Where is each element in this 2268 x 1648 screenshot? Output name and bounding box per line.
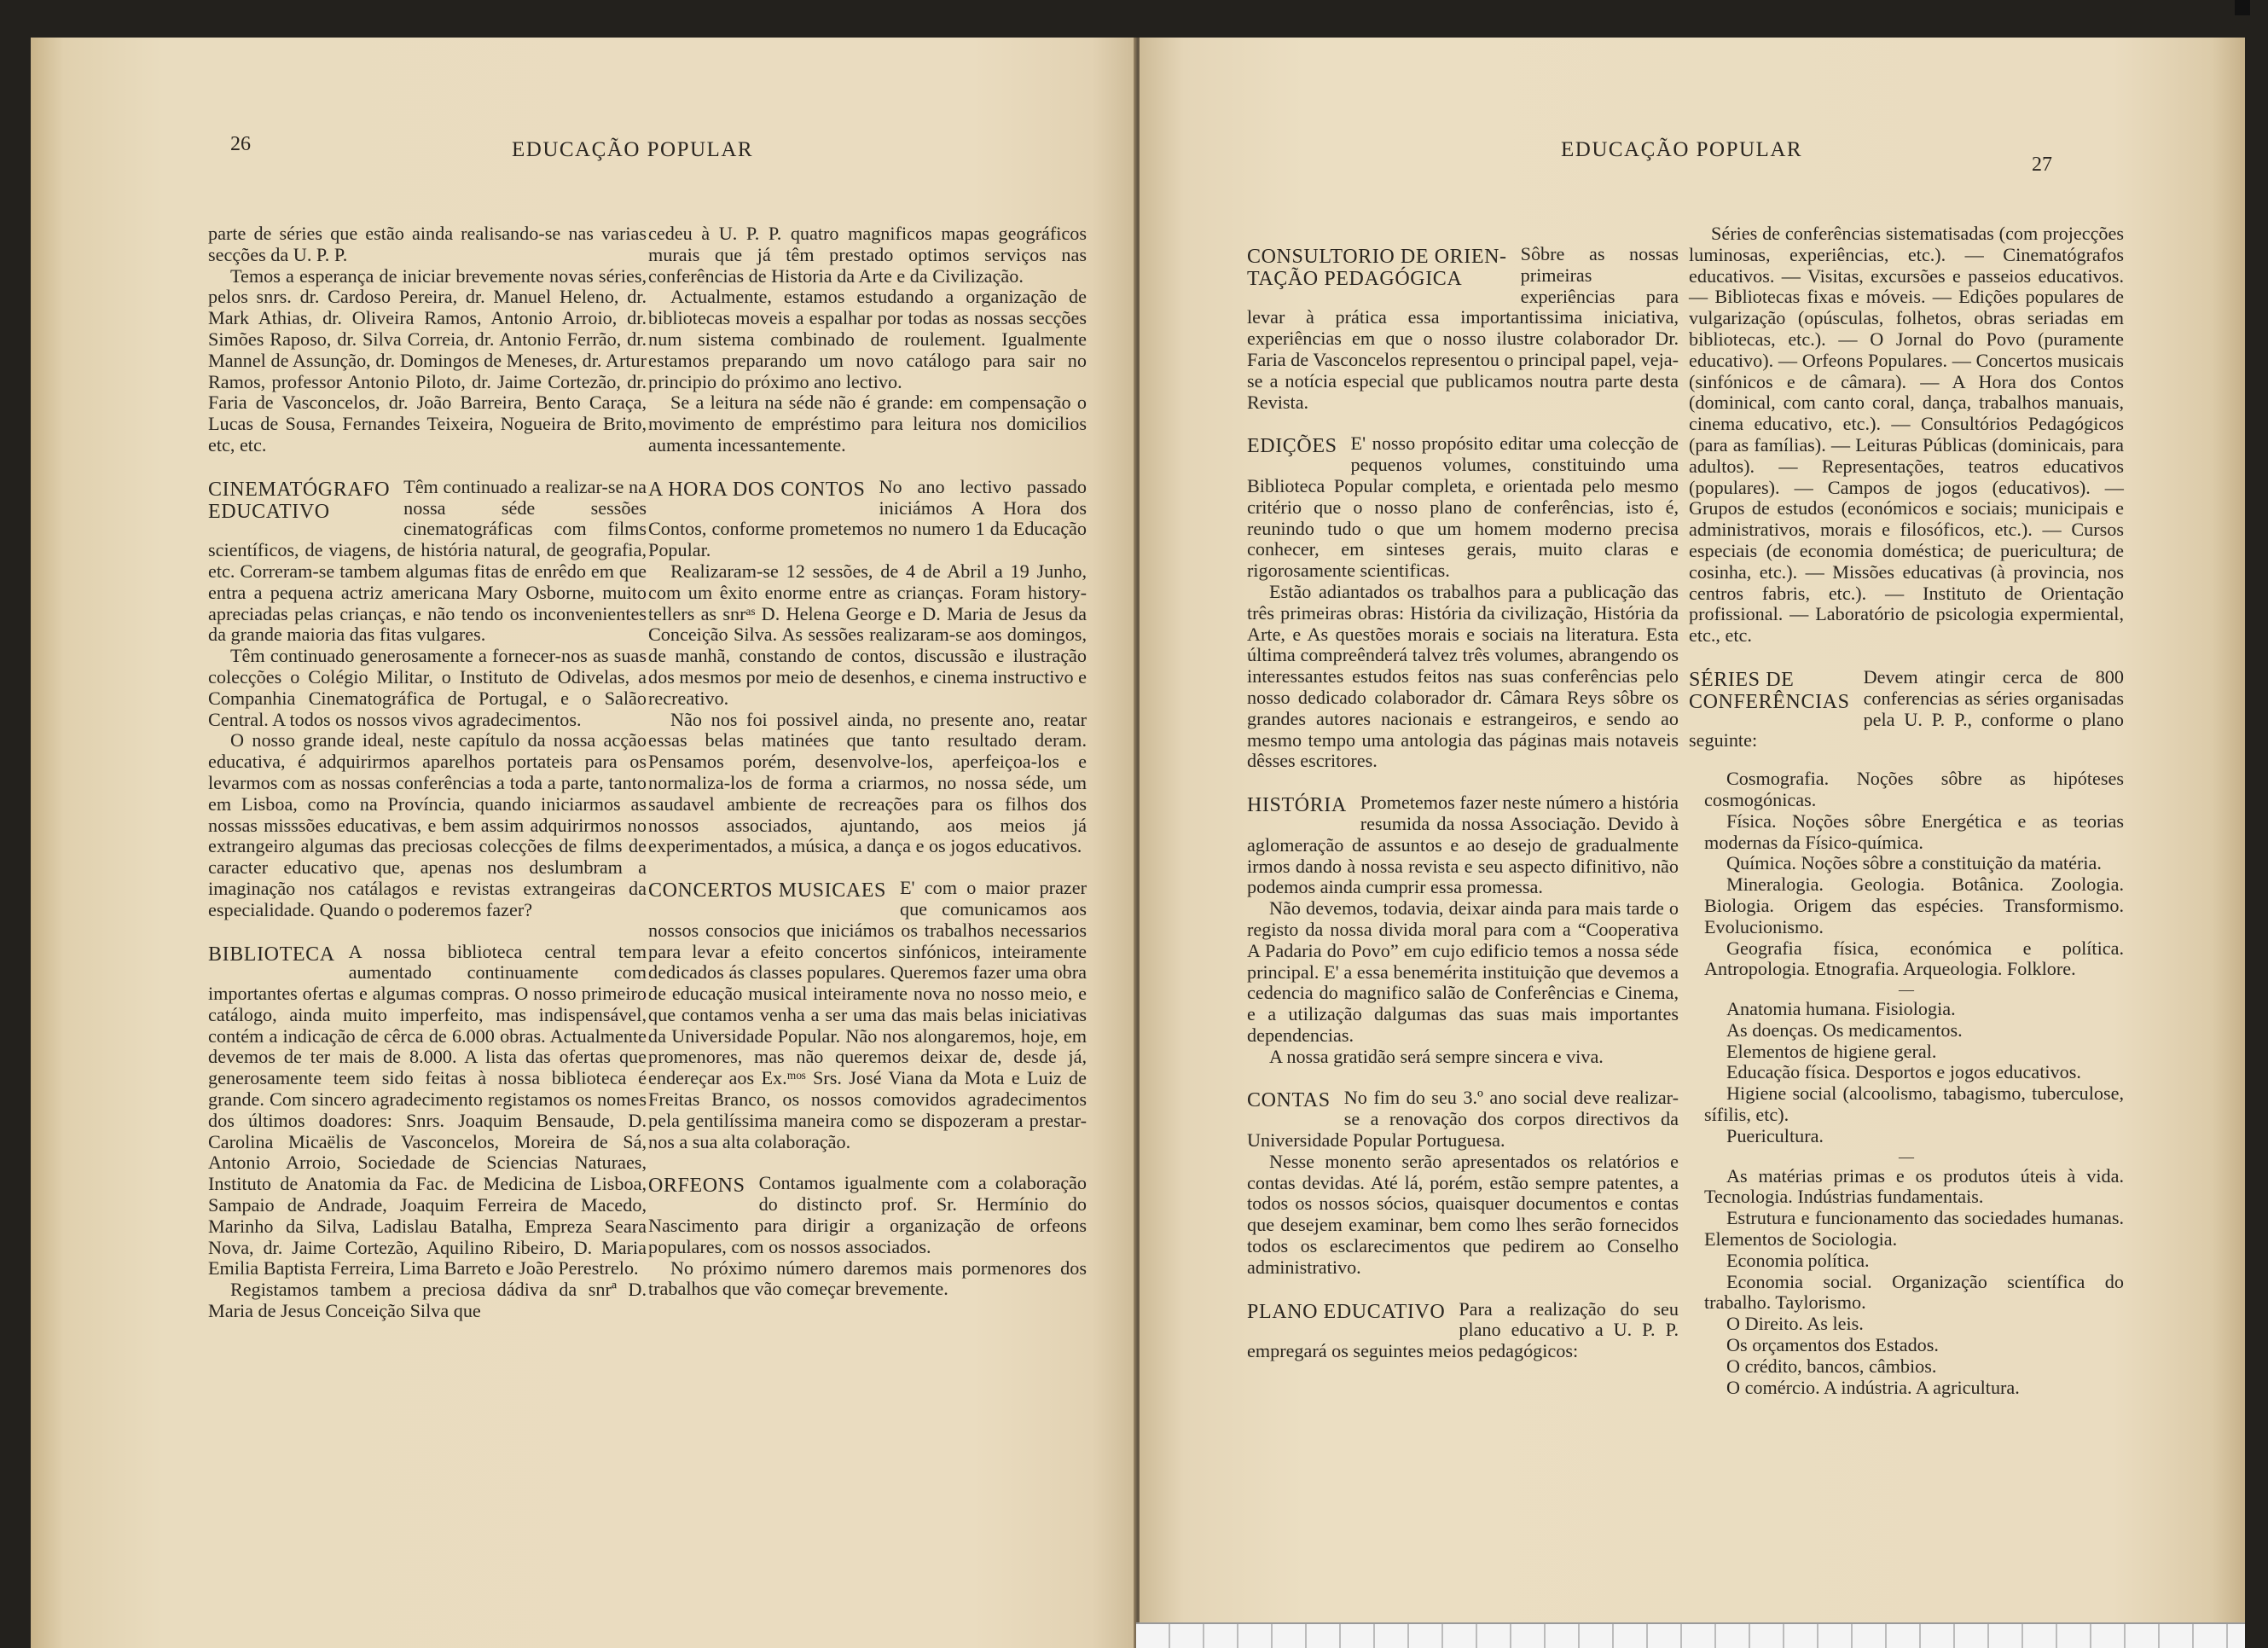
running-head-right: EDUCAÇÃO POPULAR	[1561, 138, 1803, 161]
paragraph: Para a realização do seu plano educativo a U. P. P. empregará os seguintes meios pedagógicos:	[1247, 1297, 1679, 1362]
plan-item: Puericultura.	[1726, 1124, 1824, 1146]
plan-item: As doenças. Os medicamentos.	[1726, 1018, 1963, 1041]
group-divider	[1689, 980, 2124, 999]
plan-item: As matérias primas e os produtos úteis à vida. Tecnologia. Indústrias fundamentais.	[1704, 1164, 2124, 1208]
paragraph: E' com o maior prazer que comunicamos aos nossos consocios que iniciámos os trabalhos necessarios para levar a efeito concertos sinfónicos, inteiramente dedicados ás classes populares. Queremos fazer uma obra de educação musical inteiramente nova no nosso meio, e que contamos venha a ser uma das mais belas iniciativas da Universidade Popular. Não nos alongaremos, hoje, em promenores, mas não queremos deixar de, desde já, endereçar aos Ex.ᵐᵒˢ Srs. José Viana da Mota e Luiz de Freitas Branco, os nossos comovidos agradecimentos pela gentilíssima maneira como se dispozeram a prestar-nos a sua alta colaboração.	[648, 877, 1087, 1152]
section-heading: SÉRIES DE CONFERÊNCIAS	[1689, 668, 1850, 713]
paragraph: Contamos igualmente com a colaboração do distincto prof. Sr. Hermínio do Nascimento para dirigir a organização de orfeons populares, com os nossos associados.	[648, 1172, 1087, 1257]
article-section	[208, 477, 647, 921]
conference-plan-list	[1689, 769, 2124, 1398]
paragraph: No ano lectivo passado iniciámos A Hora dos Contos, conforme prometemos no numero 1 da Educação Popular.	[648, 475, 1087, 561]
color-scale-ruler	[1136, 1622, 2245, 1648]
paragraph: No fim do seu 3.º ano social deve realizar-se a renovação dos corpos directivos da Universidade Popular Portuguesa.	[1247, 1087, 1679, 1152]
plan-item: Elementos de higiene geral.	[1726, 1040, 1937, 1062]
section-heading: EDIÇÕES	[1247, 435, 1337, 458]
article-section	[648, 477, 1087, 857]
section-heading: CINEMATÓGRAFO EDUCATIVO	[208, 478, 391, 523]
plan-item: O Direito. As leis.	[1726, 1313, 1864, 1335]
paragraph: parte de séries que estão ainda realisando-se nas varias secções da U. P. P.	[208, 223, 647, 265]
article-section	[1247, 433, 1679, 772]
section-heading: BIBLIOTECA	[208, 943, 335, 966]
paragraph: Não devemos, todavia, deixar ainda para mais tarde o registo da nossa divida moral para com a “Cooperativa A Padaria do Povo” em cujo edificio temos a nossa séde principal. E' a essa benemérita instituição que devemos a cedencia do magnifico salão de Conferências e Cinema, e a utilização dalgumas das suas mais importantes dependencias.	[1247, 897, 1679, 1046]
plan-item: Física. Noções sôbre Energética e as teorias modernas da Físico-química.	[1704, 809, 2124, 853]
article-section	[208, 942, 647, 1322]
paragraph: Sôbre as nossas primeiras experiências para levar à prática essa importantissima iniciativa, experiências em que o nosso ilustre colaborador Dr. Faria de Vasconcelos representou o principal papel, veja-se a notícia especial que publicamos noutra parte desta Revista.	[1247, 243, 1679, 413]
plan-item: Geografia física, económica e política. Antropologia. Etnografia. Arqueologia. Folklore.	[1704, 937, 2124, 980]
plan-item: Os orçamentos dos Estados.	[1726, 1334, 1939, 1356]
page-number-right: 27	[2032, 154, 2052, 176]
article-section	[1247, 1299, 1679, 1362]
paragraph: Têm continuado generosamente a fornecer-nos as suas colecções o Colégio Militar, o Instituto de Odivelas, a Companhia Cinematográfica de Portugal, e o Salão Central. A todos os nossos vivos agradecimentos.	[208, 645, 647, 730]
paragraph: Prometemos fazer neste número a história resumida da nossa Associação. Devido à aglomeração de assuntos e ao desejo de gradualmente irmos dando à nossa revista e seu aspecto difinitivo, não podemos ainda cumprir essa promessa.	[1247, 792, 1679, 898]
article-section	[648, 878, 1087, 1152]
paragraph: Nesse monento serão apresentados os relatórios e contas devidas. Até lá, porém, estão sempre patentes, a todos os nossos sócios, quaisquer documentos e contas que desejem examinar, bem como lhes serão fornecidos todos os esclarecimentos que pedirem ao Conselho administrativo.	[1247, 1150, 1679, 1278]
running-head-left: EDUCAÇÃO POPULAR	[512, 138, 754, 161]
article-section	[1689, 667, 2124, 751]
article-section	[1247, 1088, 1679, 1278]
paragraph: No próximo número daremos mais pormenores dos trabalhos que vão começar brevemente.	[648, 1256, 1087, 1300]
left-page	[31, 38, 1136, 1648]
article-section	[648, 1173, 1087, 1300]
section-heading: CONSULTORIO DE ORIEN- TAÇÃO PEDAGÓGICA	[1247, 246, 1507, 290]
paragraph: Estão adiantados os trabalhos para a publicação das três primeiras obras: História da civilização, História da Arte, e As questões morais e sociais na literatura. Esta última compreênderá talvez três volumes, abrangendo os interessantes estudos feitos nas suas conferências pelo nosso dedicado colaborador dr. Câmara Reys sôbre os grandes autores nacionais e estrangeiros, e sendo ao mesmo tempo uma antologia das páginas mais notaveis dêsses escritores.	[1247, 580, 1679, 772]
paragraph: Temos a esperança de iniciar brevemente novas séries, pelos snrs. dr. Cardoso Pereira, dr. Manuel Heleno, dr. Mark Athias, dr. Oliveira Ramos, Antonio Arroio, dr. Simões Raposo, dr. Silva Correia, dr. Antonio Ferrão, dr. Mannel de Assunção, dr. Domingos de Meneses, dr. Artur Ramos, professor Antonio Piloto, dr. Jaime Cortezão, dr. Faria de Vasconcelos, dr. João Barreira, Bento Caraça, Lucas de Sousa, Fernandes Teixeira, Nogueira de Brito, etc, etc.	[208, 264, 647, 456]
paragraph: Registamos tambem a preciosa dádiva da snrª D. Maria de Jesus Conceição Silva que	[208, 1279, 647, 1322]
paragraph: Realizaram-se 12 sessões, de 4 de Abril a 19 Junho, com um êxito enorme entre as crianças. Foram history-tellers as snrᵃˢ D. Helena George e D. Maria de Jesus da Conceição Silva. As sessões realizaram-se aos domingos, de manhã, constando de contos, discussão e ilustração dos mesmos por meio de desenhos, e cinema instructivo e recreativo.	[648, 560, 1087, 709]
left-column-1	[208, 223, 647, 1322]
plan-item: Economia política.	[1726, 1249, 1870, 1271]
paragraph: Séries de conferências sistematisadas (com projecções luminosas, experiências, etc.). — Cinematógrafos educativos. — Visitas, excursões e passeios educativos. — Bibliotecas fixas e móveis. — Edições populares de vulgarização (opúsculas, folhetos, obras seriadas em bibliotecas, etc.). — O Jornal do Povo (puramente educativo). — Orfeons Populares. — Concertos musicais (sinfónicos e de câmara). — A Hora dos Contos (dominical, com canto coral, dança, trabalhos manuais, cinema educativo, etc.). — Consultórios Pedagógicos (para as famílias). — Leituras Públicas (dominicais, para adultos). — Representações, teatros educativos (populares). — Campos de jogos (educativos). — Grupos de estudos (económicos e sociais; municipais e administrativos, morais e filosóficos, etc.). — Cursos especiais (de economia doméstica; de puericultura; de cosinha, etc.). — Missões educativas (à provincia, nos centros fabris, etc.). — Instituto de Orientação profissional. — Laboratório de psicologia expermiental, etc., etc.	[1689, 223, 2124, 647]
section-heading: CONCERTOS MUSICAES	[648, 879, 886, 902]
page-number-left: 26	[230, 133, 251, 155]
plan-item: Estrutura e funcionamento das sociedades humanas. Elementos de Sociologia.	[1704, 1207, 2124, 1251]
right-column-1	[1247, 223, 1679, 1362]
plan-item: O crédito, bancos, câmbios.	[1726, 1355, 1937, 1377]
paragraph: O nosso grande ideal, neste capítulo da nossa acção educativa, é adquirirmos aparelhos portateis para os levarmos com as nossas conferências a toda a parte, tanto em Lisboa, como na Província, quando iniciarmos as nossas misssões educativas, e bem assim adquirirmos no extrangeiro algumas das preciosas colecções de films de caracter educativo que, apenas nos deslumbram a imaginação nos catálagos e revistas extrangeiras da especialidade. Quando o poderemos fazer?	[208, 729, 647, 920]
scan-corner-marker	[2235, 0, 2250, 15]
paragraph: E' nosso propósito editar uma colecção de pequenos volumes, constituindo uma Biblioteca Popular completa, e orientada pelo mesmo critério que o nosso plano de conferências, isto é, reunindo tudo o que um homem moderno precisa conhecer, em sinteses gerais, muito claras e rigorosamente scientificas.	[1247, 432, 1679, 582]
plan-item: Mineralogia. Geologia. Botânica. Zoologia. Biologia. Origem das espécies. Transformismo. Evolucionismo.	[1704, 873, 2124, 937]
plan-item: Anatomia humana. Fisiologia.	[1726, 998, 1956, 1020]
section-heading: ORFEONS	[648, 1175, 745, 1198]
paragraph: Têm continuado a realizar-se na nossa séde sessões cinematográficas com films scientíficos, de viagens, de história natural, de geografia, etc. Correram-se tambem algumas fitas de enrêdo em que entra a pequena actriz americana Mary Osborne, muito apreciadas pelas crianças, e não tendo os inconvenientes da grande maioria das fitas vulgares.	[208, 475, 647, 646]
article-section	[1247, 244, 1679, 413]
plan-item: O comércio. A indústria. A agricultura.	[1726, 1376, 2020, 1398]
paragraph: cedeu à U. P. P. quatro magnificos mapas geográficos murais que já têm prestado optimos serviços nas conferências de Historia da Arte e da Civilização.	[648, 223, 1087, 287]
paragraph: Se a leitura na séde não é grande: em compensação o movimento de empréstimo para leitura nos domicilios aumenta incessantemente.	[648, 392, 1087, 456]
left-column-2	[648, 223, 1087, 1300]
section-heading: A HORA DOS CONTOS	[648, 478, 866, 501]
plan-item: Química. Noções sôbre a constituição da matéria.	[1726, 852, 2102, 874]
paragraph: A nossa biblioteca central tem aumentado continuamente com importantes ofertas e algumas compras. O nosso primeiro catálogo, ainda muito imperfeito, mas indispensável, contém a indicação de cêrca de 6.000 obras. Actualmente devemos de ter mais de 8.000. A lista das ofertas que generosamente teem sido feitas à nossa biblioteca é grande. Com sincero agradecimento registamos os nomes dos últimos doadores: Snrs. Joaquim Bensaude, D. Carolina Micaëlis de Vasconcelos, Moreira de Sá, Antonio Arroio, Sociedade de Sciencias Naturaes, Instituto de Anatomia da Fac. de Medicina de Lisboa, Sampaio de Andrade, Joaquim Ferreira de Macedo, Marinho da Silva, Ladislau Batalha, Empreza Seara Nova, dr. Jaime Cortezão, Aquilino Ribeiro, D. Maria Emilia Baptista Ferreira, Lima Barreto e João Perestrelo.	[208, 940, 647, 1280]
right-column-2	[1689, 223, 2124, 1398]
plan-item: Educação física. Desportos e jogos educativos.	[1726, 1061, 2081, 1083]
right-page	[1140, 38, 2245, 1648]
plan-item: Cosmografia. Noções sôbre as hipóteses cosmogónicas.	[1704, 768, 2124, 810]
paragraph: Actualmente, estamos estudando a organização de bibliotecas moveis a espalhar por todas as nossas secções num sistema combinado de roulement. Igualmente estamos preparando um novo catálogo para sair no principio do próximo ano lectivo.	[648, 286, 1087, 392]
plan-item: Higiene social (alcoolismo, tabagismo, tuberculose, sífilis, etc).	[1704, 1082, 2124, 1126]
group-divider	[1689, 1147, 2124, 1166]
book-spread	[31, 38, 2245, 1648]
article-section	[1247, 792, 1679, 1067]
paragraph: A nossa gratidão será sempre sincera e viva.	[1269, 1045, 1604, 1067]
plan-item: Economia social. Organização scientífica do trabalho. Taylorismo.	[1704, 1270, 2124, 1314]
paragraph: Não nos foi possivel ainda, no presente ano, reatar essas belas matinées que tanto resultado deram. Pensamos porém, desenvolve-los, aperfeiçoa-los e normaliza-los de forma a criarmos, no nossa séde, um saudavel ambiente de recreações para os filhos dos nossos associados, ajuntando, aos meios já experimentados, a música, a dança e os jogos educativos.	[648, 708, 1087, 857]
section-heading: PLANO EDUCATIVO	[1247, 1300, 1446, 1323]
section-heading: HISTÓRIA	[1247, 794, 1347, 817]
paragraph: Devem atingir cerca de 800 conferencias as séries organisadas pela U. P. P., conforme o plano seguinte:	[1689, 665, 2124, 751]
section-heading: CONTAS	[1247, 1089, 1331, 1112]
